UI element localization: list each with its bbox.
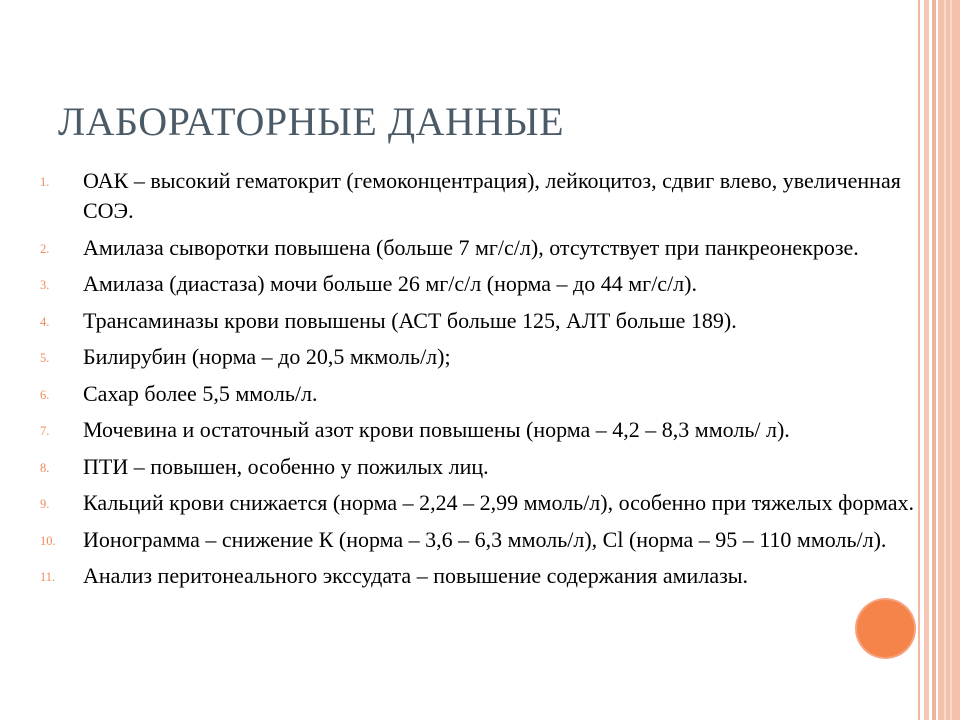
- list-item-text: Мочевина и остаточный азот крови повышены (норма – 4,2 – 8,3 ммоль/ л).: [83, 417, 790, 442]
- list-item-text: Кальций крови снижается (норма – 2,24 – 2,99 ммоль/л), особенно при тяжелых формах.: [83, 490, 915, 515]
- list-item: [40, 233, 920, 263]
- list-item: [40, 488, 920, 518]
- list-item: [40, 561, 920, 591]
- list-item: [40, 166, 920, 226]
- decorative-stripe: [944, 0, 946, 720]
- lab-data-list: [40, 166, 920, 598]
- list-item-number: 9.: [40, 497, 50, 511]
- list-item-text: Амилаза (диастаза) мочи больше 26 мг/с/л (норма – до 44 мг/с/л).: [83, 271, 697, 296]
- list-item: [40, 415, 920, 445]
- list-item: [40, 525, 920, 555]
- slide-title: ЛАБОРАТОРНЫЕ ДАННЫЕ: [58, 99, 565, 144]
- list-item-text: ПТИ – повышен, особенно у пожилых лиц.: [83, 453, 489, 479]
- decorative-stripe: [950, 0, 952, 720]
- list-item: [40, 342, 920, 372]
- list-item-number: 2.: [40, 241, 50, 256]
- list-item: [40, 306, 920, 336]
- list-item-text: ОАК – высокий гематокрит (гемоконцентрация), лейкоцитоз, сдвиг влево, увеличенная СОЭ.: [83, 168, 901, 223]
- decorative-orange-circle: [857, 600, 914, 657]
- list-item-number: 3.: [40, 278, 50, 292]
- list-item-text: Анализ перитонеального экссудата – повышение содержания амилазы.: [83, 563, 749, 588]
- list-item-number: 8.: [40, 460, 50, 475]
- list-item: [40, 269, 920, 299]
- list-item-number: 4.: [40, 314, 50, 329]
- list-item-number: 7.: [40, 424, 50, 438]
- decorative-stripe: [924, 0, 929, 720]
- decorative-stripe: [938, 0, 960, 720]
- list-item-number: 11.: [40, 570, 56, 584]
- list-item-text: Билирубин (норма – до 20,5 мкмоль/л);: [83, 344, 451, 369]
- decorative-stripe: [932, 0, 936, 720]
- list-item-number: 5.: [40, 351, 50, 365]
- list-item-text: Сахар более 5,5 ммоль/л.: [83, 380, 318, 406]
- list-item-text: Амилаза сыворотки повышена (больше 7 мг/с/л), отсутствует при панкреонекрозе.: [83, 234, 859, 260]
- list-item-text: Трансаминазы крови повышены (АСТ больше 125, АЛТ больше 189).: [83, 307, 737, 333]
- list-item-text: Ионограмма – снижение К (норма – 3,6 – 6,3 ммоль/л), Cl (норма – 95 – 110 ммоль/л).: [83, 526, 887, 552]
- list-item-number: 10.: [40, 533, 56, 548]
- list-item-number: 1.: [40, 175, 50, 189]
- list-item: [40, 452, 920, 482]
- list-item: [40, 379, 920, 409]
- list-item-number: 6.: [40, 387, 50, 402]
